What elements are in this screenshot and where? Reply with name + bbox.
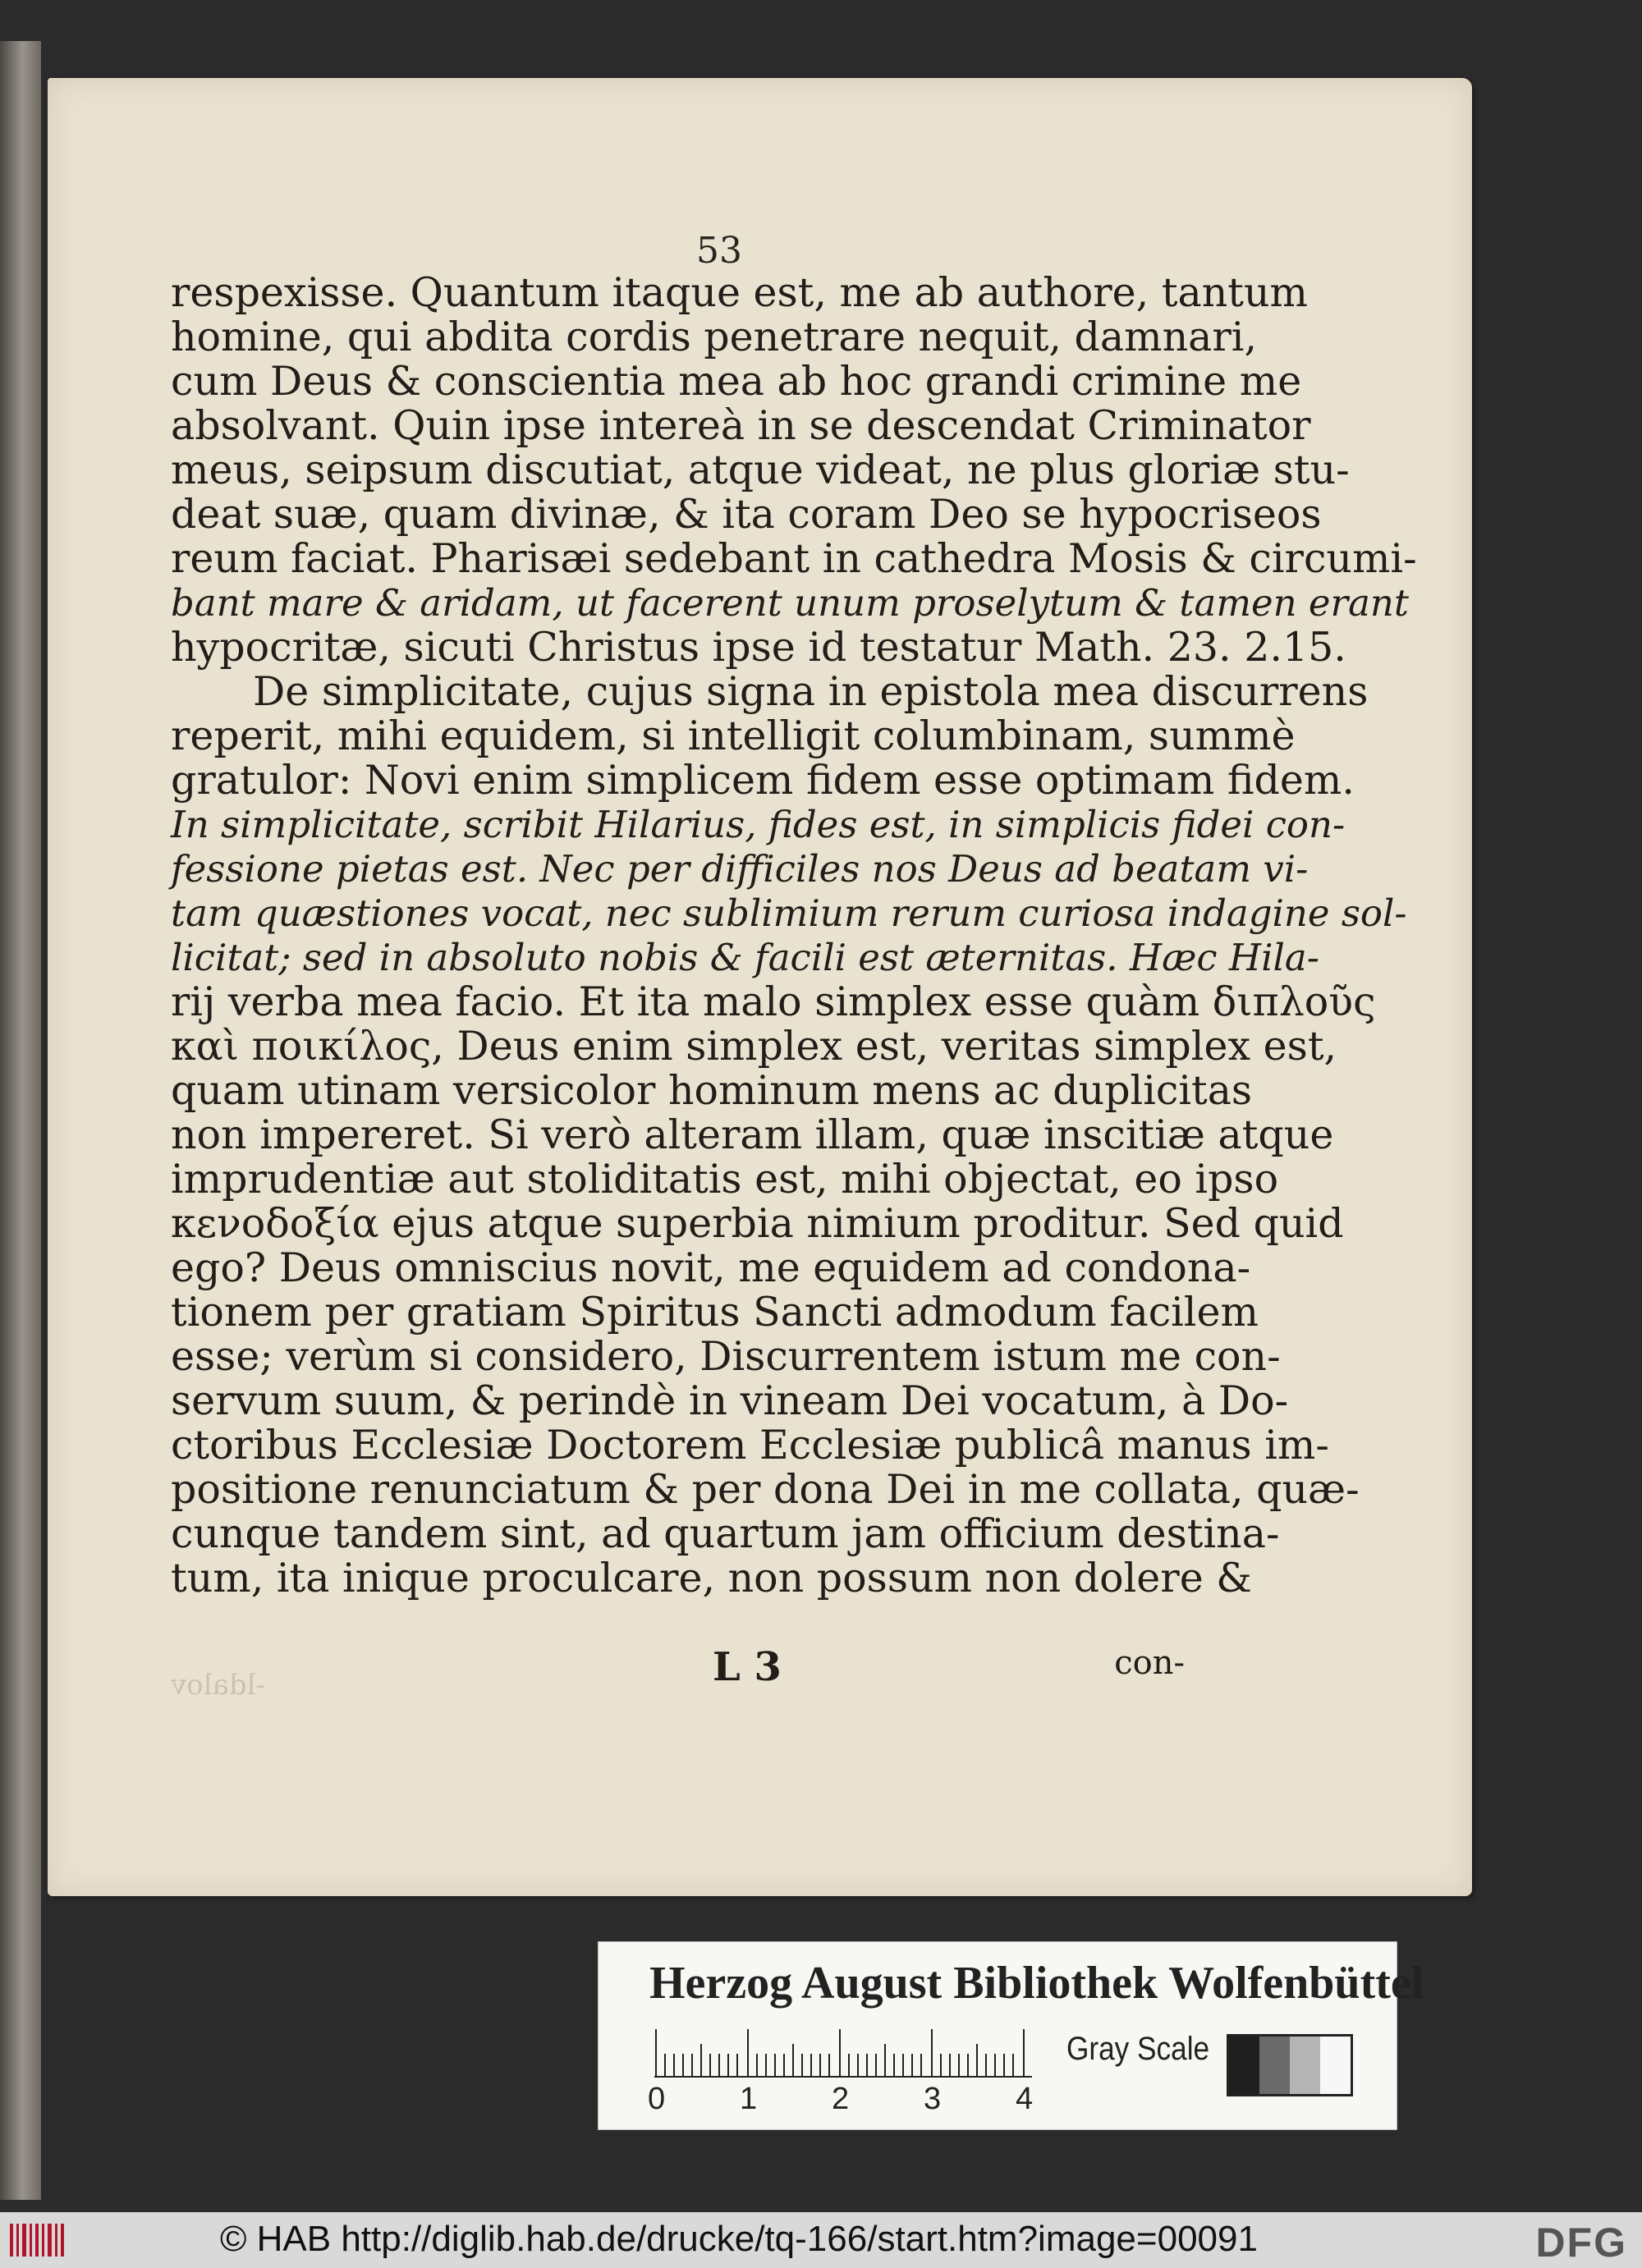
library-name: Herzog August Bibliothek Wolfenbüttel: [649, 1958, 1424, 2009]
gray-scale-label: Gray Scale: [1066, 2031, 1210, 2067]
text-line: positione renunciatum & per dona Dei in me collata, quæ-: [171, 1466, 1360, 1513]
gray-swatch-white: [1320, 2037, 1351, 2094]
text-line: quam utinam versicolor hominum mens ac duplicitas: [171, 1067, 1253, 1114]
text-line: reum faciat. Pharisæi sedebant in cathedra Mosis & circumi-: [171, 535, 1417, 582]
text-line-italic: In simplicitate, scribit Hilarius, fides est, in simplicis fidei con-: [171, 803, 1346, 846]
text-line: non impereret. Si verò alteram illam, quæ inscitiæ atque: [171, 1111, 1334, 1158]
signature-mark: L 3: [713, 1644, 782, 1690]
gray-swatch-black: [1229, 2037, 1259, 2094]
text-line: servum suum, & perindè in vineam Dei vocatum, à Do-: [171, 1377, 1289, 1424]
text-line: cunque tandem sint, ad quartum jam officium destina-: [171, 1510, 1280, 1557]
bleed-through-text: -ldalov: [171, 1669, 265, 1702]
text-line-italic: tam quæstiones vocat, nec sublimium rerum curiosa indagine sol-: [171, 891, 1407, 935]
gray-swatch-dark: [1259, 2037, 1290, 2094]
text-line: κενοδοξία ejus atque superbia nimium proditur. Sed quid: [171, 1200, 1344, 1247]
page-footer-line: [171, 1644, 1185, 1689]
text-line: imprudentiæ aut stoliditatis est, mihi objectat, eo ipso: [171, 1156, 1279, 1203]
text-line: respexisse. Quantum itaque est, me ab authore, tantum: [171, 269, 1308, 316]
scale-number: 4: [1016, 2082, 1034, 2116]
text-line: ego? Deus omniscius novit, me equidem ad condona-: [171, 1244, 1251, 1291]
text-line-italic: bant mare & aridam, ut facerent unum proselytum & tamen erant: [171, 581, 1409, 625]
viewer-footer: [0, 2212, 1642, 2268]
text-block: [171, 269, 1417, 1601]
book-page: [48, 78, 1472, 1896]
text-line: tum, ita inique proculcare, non possum non dolere &: [171, 1555, 1252, 1601]
text-line: reperit, mihi equidem, si intelligit columbinam, summè: [171, 712, 1296, 759]
text-line: esse; verùm si considero, Discurrentem istum me con-: [171, 1333, 1281, 1380]
dfg-logo: DFG: [1535, 2220, 1627, 2266]
text-line: gratulor: Novi enim simplicem fidem esse optimam fidem.: [171, 757, 1355, 804]
text-line: De simplicitate, cujus signa in epistola mea discurrens: [253, 668, 1369, 715]
scale-number: 2: [832, 2082, 850, 2116]
text-line: cum Deus & conscientia mea ab hoc grandi crimine me: [171, 358, 1302, 405]
library-label-card: [598, 1941, 1424, 2130]
text-line: hypocritæ, sicuti Christus ipse id testatur Math. 23. 2.15.: [171, 624, 1346, 671]
text-line: rij verba mea facio. Et ita malo simplex esse quàm διπλοῦς: [171, 978, 1376, 1025]
text-line: homine, qui abdita cordis penetrare nequit, damnari,: [171, 314, 1258, 360]
text-line: deat suæ, quam divinæ, & ita coram Deo se hypocriseos: [171, 491, 1322, 538]
text-line-italic: licitat; sed in absoluto nobis & facili est æternitas. Hæc Hila-: [171, 936, 1319, 979]
text-line: ctoribus Ecclesiæ Doctorem Ecclesiæ publicâ manus im-: [171, 1422, 1329, 1468]
scale-number: 1: [740, 2082, 758, 2116]
text-line: absolvant. Quin ipse intereà in se descendat Criminator: [171, 402, 1311, 449]
hab-barcode-icon: [10, 2222, 67, 2258]
gray-swatch-light: [1290, 2037, 1320, 2094]
text-line: tionem per gratiam Spiritus Sancti admodum facilem: [171, 1289, 1259, 1336]
scale-number: 3: [924, 2082, 942, 2116]
text-line-italic: fessione pietas est. Nec per difficiles nos Deus ad beatam vi-: [171, 847, 1309, 891]
scale-ruler: [654, 2029, 1032, 2078]
gray-scale-swatches: [1227, 2034, 1353, 2096]
scale-number: 0: [648, 2082, 666, 2116]
copyright-link[interactable]: © HAB http://diglib.hab.de/drucke/tq-166/start.htm?image=00091: [220, 2219, 1258, 2259]
text-line: meus, seipsum discutiat, atque videat, ne plus gloriæ stu-: [171, 447, 1350, 493]
book-edge: [0, 41, 41, 2200]
catchword: con-: [1114, 1644, 1185, 1682]
text-line: καὶ ποικίλος, Deus enim simplex est, veritas simplex est,: [171, 1023, 1337, 1070]
page-number: 53: [696, 230, 742, 272]
